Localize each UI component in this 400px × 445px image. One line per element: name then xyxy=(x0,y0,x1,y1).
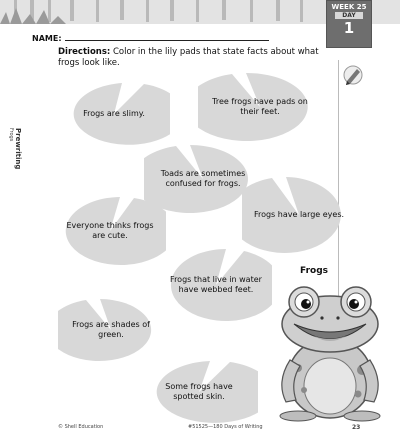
footer-copyright: © Shell Education xyxy=(58,424,104,430)
directions-label: Directions: xyxy=(58,47,111,57)
frog-title: Frogs xyxy=(300,266,328,276)
lily-pad[interactable] xyxy=(58,82,170,146)
lily-pad-text: Frogs are shades of green. xyxy=(72,320,150,339)
week-label: WEEK 25 xyxy=(331,3,367,11)
lily-pad-text: Frogs are slimy. xyxy=(83,109,145,118)
lily-pad[interactable] xyxy=(242,176,356,254)
directions xyxy=(58,47,328,69)
day-number: 1 xyxy=(343,19,355,37)
lily-pad[interactable] xyxy=(160,248,272,322)
lily-pad-text: Tree frogs have pads on their feet. xyxy=(212,97,308,116)
lily-pad[interactable] xyxy=(140,360,258,424)
lily-pad-text: Frogs have large eyes. xyxy=(253,210,345,219)
lily-pad[interactable] xyxy=(58,298,164,362)
lily-pad-text: Some frogs have spotted skin. xyxy=(165,382,233,401)
week-day-badge xyxy=(326,0,372,48)
directions-text: Color in the lily pads that state facts about what frogs look like. xyxy=(58,47,319,68)
footer-book: #51525—180 Days of Writing xyxy=(188,424,263,430)
frog-illustration xyxy=(270,278,390,422)
day-label: DAY xyxy=(335,12,363,19)
name-field-line[interactable] xyxy=(65,40,269,41)
side-title: Prewriting xyxy=(14,128,22,170)
lily-pad[interactable] xyxy=(54,196,166,266)
lily-pad-text: Toads are sometimes confused for frogs. xyxy=(160,169,246,188)
lily-pad-text: Everyone thinks frogs are cute. xyxy=(66,221,154,240)
side-subtitle: Frogs xyxy=(8,128,14,142)
page-number: 23 xyxy=(352,424,361,431)
lily-pad-text: Frogs that live in water have webbed feet. xyxy=(170,275,262,294)
name-label: NAME: xyxy=(32,34,62,43)
side-strip xyxy=(338,62,372,162)
lily-pad[interactable] xyxy=(198,72,322,142)
pencil-icon xyxy=(338,62,368,102)
side-label xyxy=(8,128,22,169)
name-row xyxy=(32,29,269,43)
